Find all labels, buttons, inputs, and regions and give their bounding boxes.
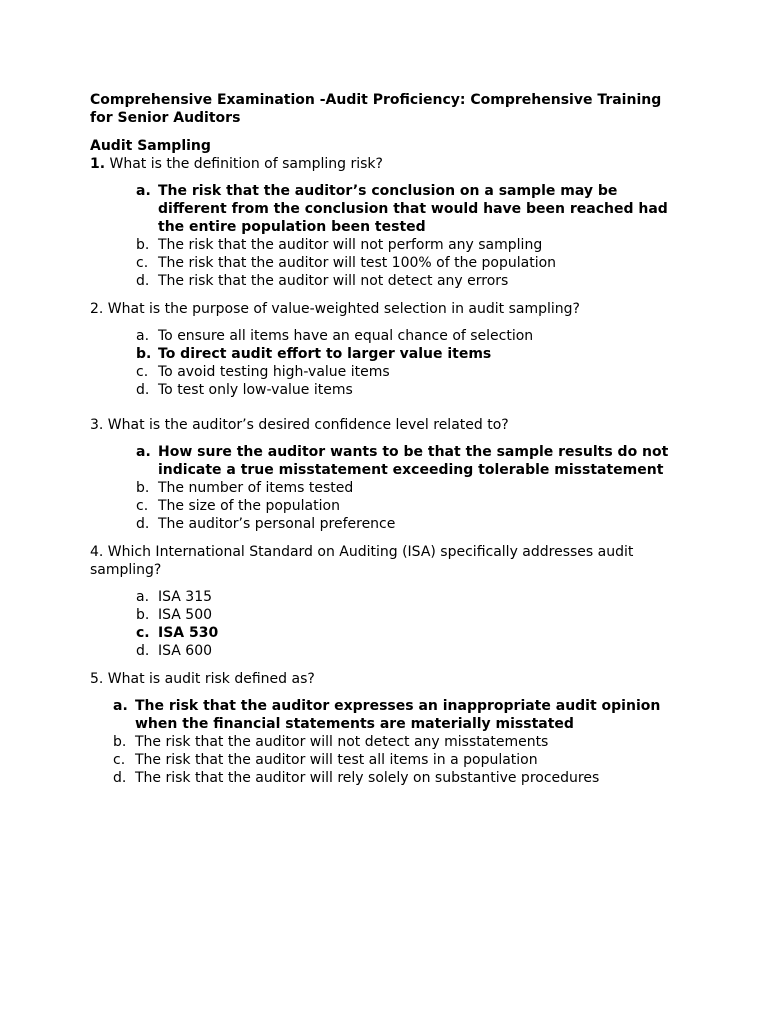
option-letter: a. (136, 589, 150, 605)
answer-option-d (90, 769, 680, 787)
option-letter: b. (136, 607, 150, 623)
option-text: To test only low-value items (158, 382, 353, 398)
answer-option-a (90, 327, 680, 345)
question-5 (90, 670, 680, 787)
question-text (90, 543, 680, 579)
answer-options (90, 443, 680, 533)
answer-option-c (90, 624, 680, 642)
option-letter: d. (136, 516, 150, 532)
option-text: ISA 530 (158, 625, 219, 641)
question-1 (90, 155, 680, 290)
option-letter: b. (136, 346, 152, 362)
answer-option-c (90, 363, 680, 381)
answer-options (90, 182, 680, 290)
option-text: To ensure all items have an equal chance of selection (158, 328, 534, 344)
option-text: ISA 500 (158, 607, 213, 623)
option-text: ISA 600 (158, 643, 213, 659)
question-prompt: What is audit risk defined as? (103, 671, 315, 687)
question-number: 3. (90, 417, 104, 433)
option-letter: d. (113, 770, 127, 786)
section-heading: Audit Sampling (90, 138, 211, 154)
option-text: ISA 315 (158, 589, 213, 605)
option-text: The size of the population (158, 498, 340, 514)
answer-option-a (90, 182, 680, 236)
answer-option-d (90, 272, 680, 290)
answer-option-d (90, 381, 680, 399)
option-text: The risk that the auditor will test 100% of the population (158, 255, 557, 271)
option-letter: d. (136, 382, 150, 398)
option-text: The risk that the auditor will not detect any errors (158, 273, 509, 289)
option-text: The risk that the auditor will rely solely on substantive procedures (135, 770, 600, 786)
option-letter: c. (136, 625, 150, 641)
answer-option-b (90, 479, 680, 497)
answer-options (90, 697, 680, 787)
option-text: The risk that the auditor will not perform any sampling (158, 237, 543, 253)
question-prompt: What is the purpose of value-weighted selection in audit sampling? (103, 301, 580, 317)
option-text: The risk that the auditor will not detect any misstatements (135, 734, 549, 750)
answer-option-c (90, 254, 680, 272)
option-letter: d. (136, 273, 150, 289)
option-letter: d. (136, 643, 150, 659)
option-letter: a. (136, 328, 150, 344)
option-letter: c. (136, 255, 149, 271)
option-letter: b. (136, 480, 150, 496)
option-letter: a. (136, 183, 151, 199)
option-text: The auditor’s personal preference (158, 516, 396, 532)
question-number: 5. (90, 671, 104, 687)
document-title: Comprehensive Examination -Audit Proficiency: Comprehensive Training for Senior Auditors (90, 92, 662, 126)
question-number: 2. (90, 301, 104, 317)
question-prompt: Which International Standard on Auditing (ISA) specifically addresses audit sampling? (90, 544, 634, 578)
option-text: To avoid testing high-value items (158, 364, 390, 380)
document-page (90, 91, 680, 787)
question-number: 1. (90, 156, 106, 172)
question-prompt: What is the definition of sampling risk? (105, 156, 383, 172)
answer-option-a (90, 697, 680, 733)
question-text (90, 670, 680, 688)
question-2 (90, 300, 680, 399)
option-text: The risk that the auditor’s conclusion on a sample may be different from the conclusion that would have been reached had the entire population been tested (158, 183, 668, 235)
answer-option-c (90, 497, 680, 515)
option-text: The number of items tested (158, 480, 354, 496)
question-prompt: What is the auditor’s desired confidence level related to? (103, 417, 509, 433)
question-text (90, 416, 680, 434)
option-text: The risk that the auditor will test all items in a population (135, 752, 538, 768)
option-letter: a. (136, 444, 151, 460)
answer-options (90, 588, 680, 660)
answer-option-d (90, 515, 680, 533)
question-4 (90, 543, 680, 660)
option-text: To direct audit effort to larger value items (158, 346, 492, 362)
option-letter: c. (136, 498, 149, 514)
answer-option-b (90, 606, 680, 624)
question-text (90, 300, 680, 318)
option-letter: c. (113, 752, 126, 768)
answer-option-b (90, 345, 680, 363)
answer-option-c (90, 751, 680, 769)
answer-options (90, 327, 680, 399)
answer-option-b (90, 733, 680, 751)
option-text: How sure the auditor wants to be that the sample results do not indicate a true misstatement exceeding tolerable misstatement (158, 444, 669, 478)
question-number: 4. (90, 544, 104, 560)
option-text: The risk that the auditor expresses an inappropriate audit opinion when the financial statements are materially misstated (135, 698, 661, 732)
option-letter: c. (136, 364, 149, 380)
question-3 (90, 416, 680, 533)
option-letter: b. (113, 734, 127, 750)
answer-option-a (90, 588, 680, 606)
answer-option-a (90, 443, 680, 479)
option-letter: b. (136, 237, 150, 253)
answer-option-d (90, 642, 680, 660)
answer-option-b (90, 236, 680, 254)
option-letter: a. (113, 698, 128, 714)
question-text (90, 155, 680, 173)
